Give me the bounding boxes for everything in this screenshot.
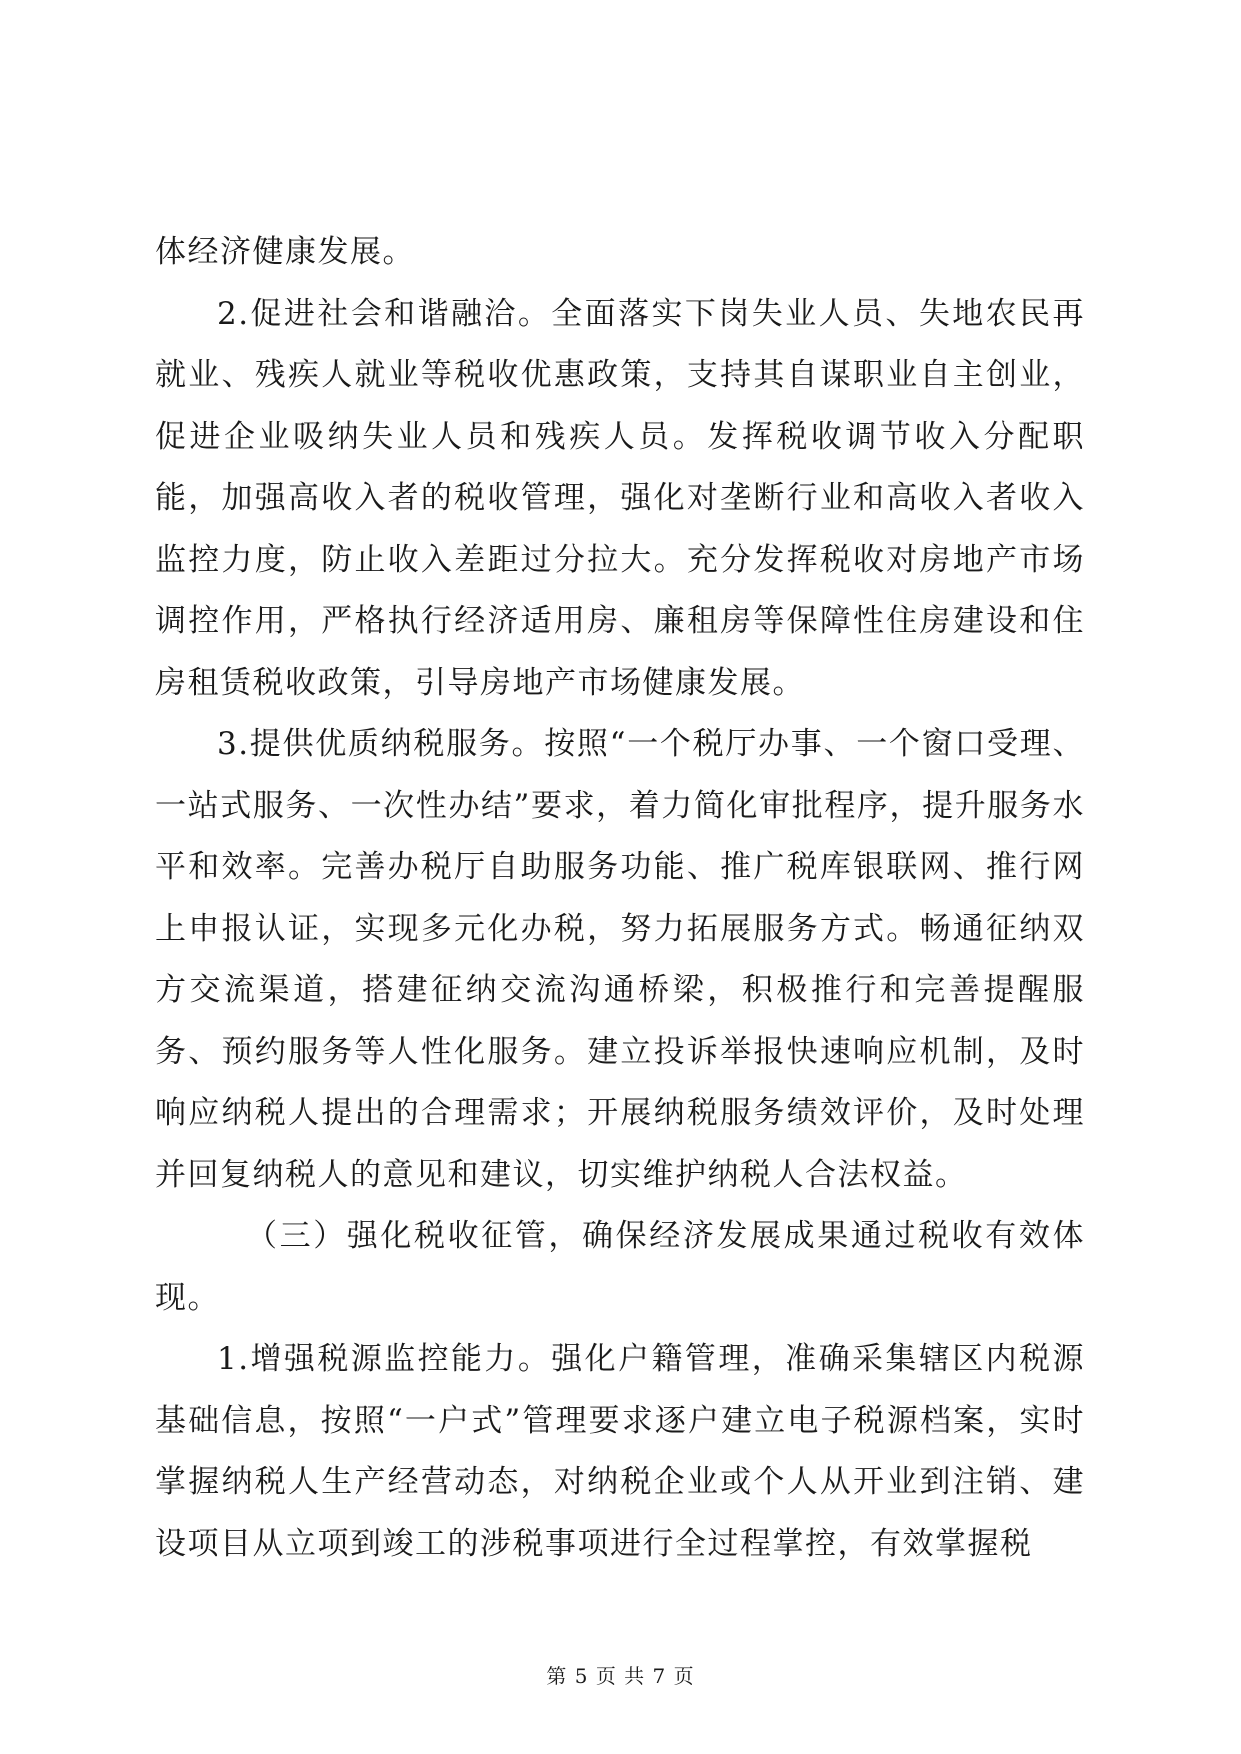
paragraph-item-3: 3.提供优质纳税服务。按照“一个税厅办事、一个窗口受理、一站式服务、一次性办结”要求，着力简化审批程序，提升服务水平和效率。完善办税厅自助服务功能、推广税库银联网、推行网上申报认证，实现多元化办税，努力拓展服务方式。畅通征纳双方交流渠道，搭建征纳交流沟通桥梁，积极推行和完善提醒服务、预约服务等人性化服务。建立投诉举报快速响应机制，及时响应纳税人提出的合理需求；开展纳税服务绩效评价，及时处理并回复纳税人的意见和建议，切实维护纳税人合法权益。 [155,726,1085,1193]
page-number-footer: 第 5 页 共 7 页 [546,1664,695,1688]
section-heading: （三）强化税收征管，确保经济发展成果通过税收有效体现。 [155,1218,1085,1316]
paragraph-item-2: 2.促进社会和谐融洽。全面落实下岗失业人员、失地农民再就业、残疾人就业等税收优惠政策，支持其自谋职业自主创业，促进企业吸纳失业人员和残疾人员。发挥税收调节收入分配职能，加强高收入者的税收管理，强化对垄断行业和高收入者收入监控力度，防止收入差距过分拉大。充分发挥税收对房地产市场调控作用，严格执行经济适用房、廉租房等保障性住房建设和住房租赁税收政策，引导房地产市场健康发展。 [155,295,1085,701]
paragraph-item-1: 1.增强税源监控能力。强化户籍管理，准确采集辖区内税源基础信息，按照“一户式”管理要求逐户建立电子税源档案，实时掌握纳税人生产经营动态，对纳税企业或个人从开业到注销、建设项目从立项到竣工的涉税事项进行全过程掌控，有效掌握税 [155,1341,1085,1562]
document-body [155,222,1085,1575]
paragraph-continuation: 体经济健康发展。 [155,234,415,270]
